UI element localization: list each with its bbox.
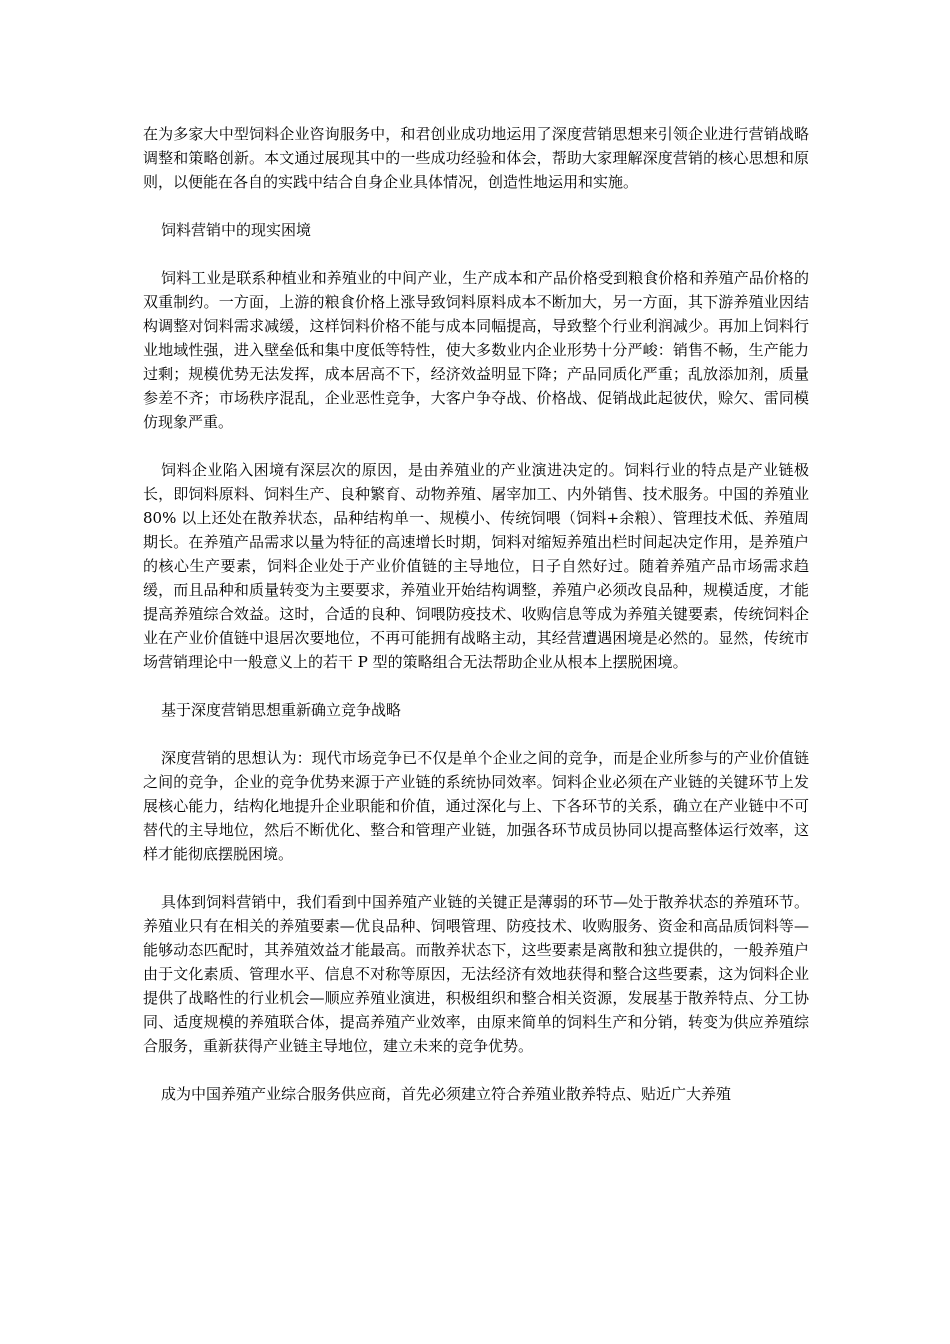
body-paragraph: 具体到饲料营销中，我们看到中国养殖产业链的关键正是薄弱的环节—处于散养状态的养殖环节。养殖业只有在相关的养殖要素—优良品种、饲喂管理、防疫技术、收购服务、资金和高品质饲料等—能够动态匹配时，其养殖效益才能最高。而散养状态下，这些要素是离散和独立提供的，一般养殖户由于文化素质、管理水平、信息不对称等原因，无法经济有效地获得和整合这些要素，这为饲料企业提供了战略性的行业机会—顺应养殖业演进，积极组织和整合相关资源，发展基于散养特点、分工协同、适度规模的养殖联合体，提高养殖产业效率，由原来简单的饲料生产和分销，转变为供应养殖综合服务，重新获得产业链主导地位，建立未来的竞争优势。 [143,893,809,1055]
body-paragraph: 深度营销的思想认为：现代市场竞争已不仅是单个企业之间的竞争，而是企业所参与的产业价值链之间的竞争，企业的竞争优势来源于产业链的系统协同效率。饲料企业必须在产业链的关键环节上发展核心能力，结构化地提升企业职能和价值，通过深化与上、下各环节的关系，确立在产业链中不可替代的主导地位，然后不断优化、整合和管理产业链，加强各环节成员协同以提高整体运行效率，这样才能彻底摆脱困境。 [143,749,809,863]
section-heading: 饲料营销中的现实困境 [161,221,312,239]
document-body [143,122,809,1130]
section-heading: 基于深度营销思想重新确立竞争战略 [161,701,402,719]
intro-paragraph: 在为多家大中型饲料企业咨询服务中，和君创业成功地运用了深度营销思想来引领企业进行营销战略调整和策略创新。本文通过展现其中的一些成功经验和体会，帮助大家理解深度营销的核心思想和原则，以便能在各自的实践中结合自身企业具体情况，创造性地运用和实施。 [143,125,809,191]
body-paragraph: 成为中国养殖产业综合服务供应商，首先必须建立符合养殖业散养特点、贴近广大养殖 [161,1085,732,1103]
body-paragraph: 饲料工业是联系种植业和养殖业的中间产业，生产成本和产品价格受到粮食价格和养殖产品价格的双重制约。一方面，上游的粮食价格上涨导致饲料原料成本不断加大，另一方面，其下游养殖业因结构调整对饲料需求减缓，这样饲料价格不能与成本同幅提高，导致整个行业利润减少。再加上饲料行业地域性强，进入壁垒低和集中度低等特性，使大多数业内企业形势十分严峻：销售不畅，生产能力过剩；规模优势无法发挥，成本居高不下，经济效益明显下降；产品同质化严重；乱放添加剂，质量参差不齐；市场秩序混乱，企业恶性竞争，大客户争夺战、价格战、促销战此起彼伏，赊欠、雷同模仿现象严重。 [143,269,809,431]
body-paragraph: 饲料企业陷入困境有深层次的原因，是由养殖业的产业演进决定的。饲料行业的特点是产业链极长，即饲料原料、饲料生产、良种繁育、动物养殖、屠宰加工、内外销售、技术服务。中国的养殖业 80% 以上还处在散养状态，品种结构单一、规模小、传统饲喂（饲料+余粮）、管理技术低、养殖周期长。在养殖产品需求以量为特征的高速增长时期，饲料对缩短养殖出栏时间起决定作用，是养殖户的核心生产要素，饲料企业处于产业价值链的主导地位，日子自然好过。随着养殖产品市场需求趋缓，而且品种和质量转变为主要要求，养殖业开始结构调整，养殖户必须改良品种，规模适度，才能提高养殖综合效益。这时，合适的良种、饲喂防疫技术、收购信息等成为养殖关键要素，传统饲料企业在产业价值链中退居次要地位，不再可能拥有战略主动，其经营遭遇困境是必然的。显然，传统市场营销理论中一般意义上的若干 P 型的策略组合无法帮助企业从根本上摆脱困境。 [143,461,809,671]
